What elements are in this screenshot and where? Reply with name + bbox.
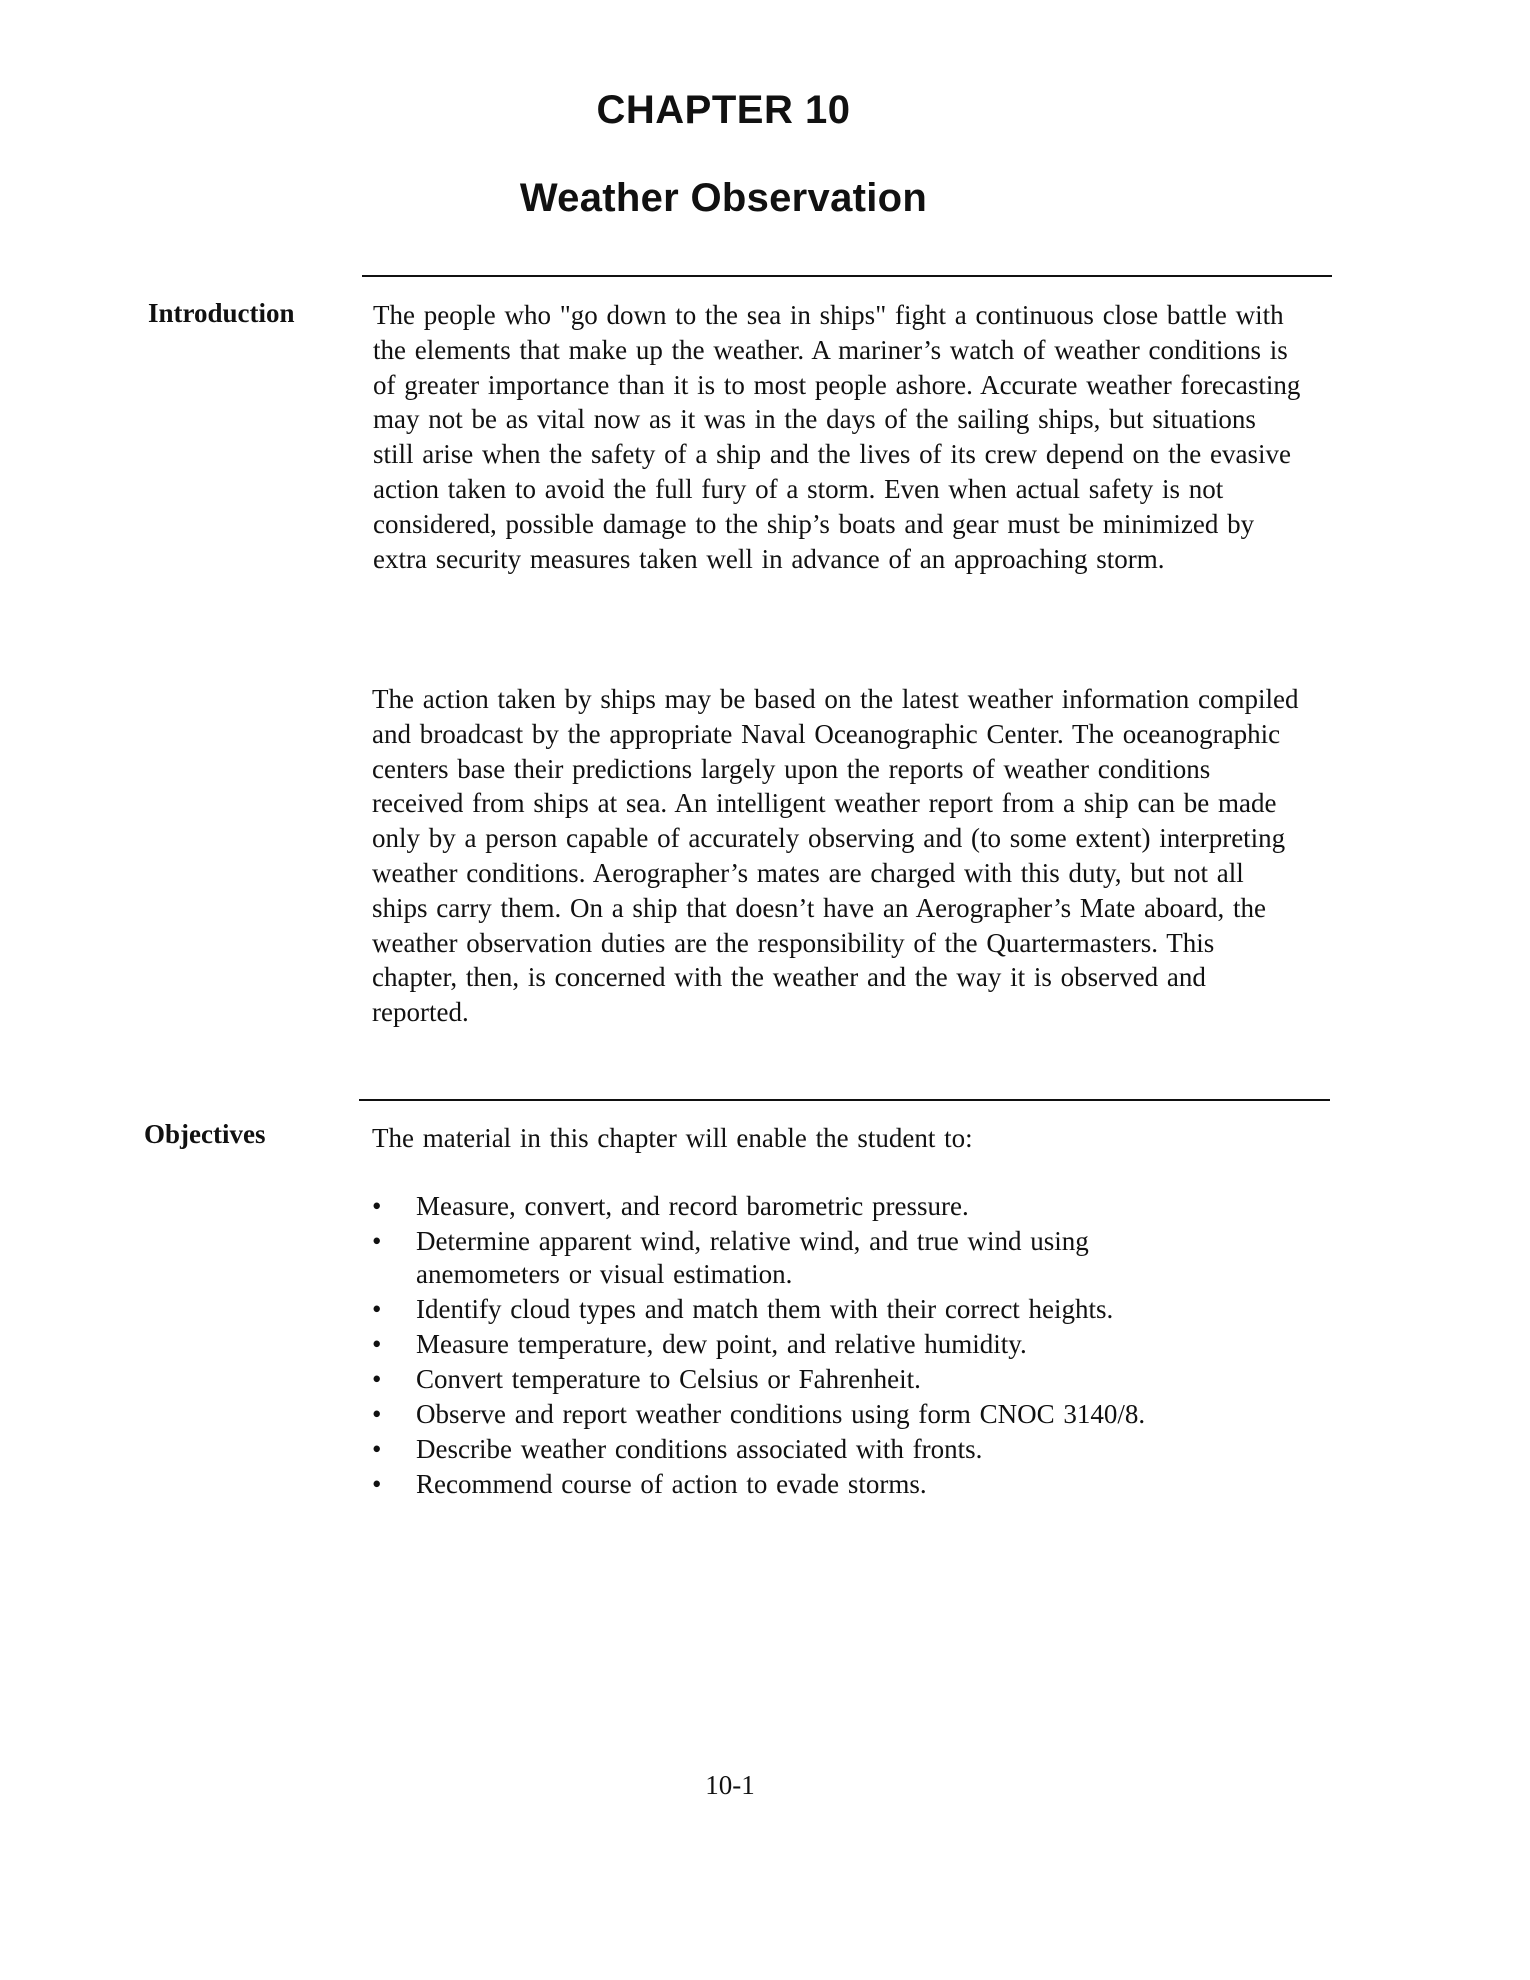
objective-item [372,1398,1312,1431]
chapter-title: Weather Observation [519,176,928,220]
bullet-icon: • [372,1226,382,1256]
objective-text: Describe weather conditions associated with fronts. [416,1433,983,1464]
objective-item [372,1328,1312,1361]
bullet-icon: • [372,1191,382,1221]
introduction-heading: Introduction [148,298,295,328]
objective-item [372,1225,1312,1290]
introduction-paragraph-1: The people who "go down to the sea in ships" fight a continuous close battle with the elements that make up the weather. A mariner’s watch of weather conditions is of greater importance than it is to most people ashore. Accurate weather forecasting may not be as vital now as it was in the days of the sailing ships, but situations still arise when the safety of a ship and the lives of its crew depend on the evasive action taken to avoid the full fury of a storm. Even when actual safety is not considered, possible damage to the ship’s boats and gear must be minimized by extra security measures taken well in advance of an approaching storm. [373,300,1301,574]
objective-item [372,1468,1312,1501]
objective-item [372,1293,1312,1326]
bullet-icon: • [372,1433,382,1464]
section-divider-middle [359,1099,1330,1101]
objective-text: Convert temperature to Celsius or Fahrenheit. [416,1363,921,1394]
page-number: 10-1 [705,1770,755,1800]
objective-text: Determine apparent wind, relative wind, and true wind using anemometers or visual estimation. [416,1226,1089,1289]
bullet-icon: • [372,1468,382,1499]
section-divider-top [362,275,1332,277]
objective-item [372,1433,1312,1466]
objective-text: Identify cloud types and match them with their correct heights. [416,1293,1114,1324]
objective-item [372,1190,1312,1223]
objective-text: Measure, convert, and record barometric pressure. [416,1191,969,1221]
bullet-icon: • [372,1363,382,1394]
bullet-icon: • [372,1398,382,1429]
objectives-heading: Objectives [144,1119,266,1149]
introduction-paragraph-2: The action taken by ships may be based on the latest weather information compiled and broadcast by the appropriate Naval Oceanographic Center. The oceanographic centers base their predictions largely upon the reports of weather conditions received from ships at sea. An intelligent weather report from a ship can be made only by a person capable of accurately observing and (to some extent) interpreting weather conditions. Aerographer’s mates are charged with this duty, but not all ships carry them. On a ship that doesn’t have an Aerographer’s Mate aboard, the weather observation duties are the responsibility of the Quartermasters. This chapter, then, is concerned with the weather and the way it is observed and reported. [372,684,1299,1028]
objectives-list [372,1190,1312,1503]
objective-text: Recommend course of action to evade storms. [416,1468,927,1499]
objective-text: Observe and report weather conditions using form CNOC 3140/8. [416,1398,1146,1429]
bullet-icon: • [372,1293,382,1324]
objective-text: Measure temperature, dew point, and relative humidity. [416,1328,1027,1359]
objective-item [372,1363,1312,1396]
chapter-number: CHAPTER 10 [596,88,851,132]
bullet-icon: • [372,1328,382,1359]
objectives-lead: The material in this chapter will enable the student to: [372,1123,973,1153]
